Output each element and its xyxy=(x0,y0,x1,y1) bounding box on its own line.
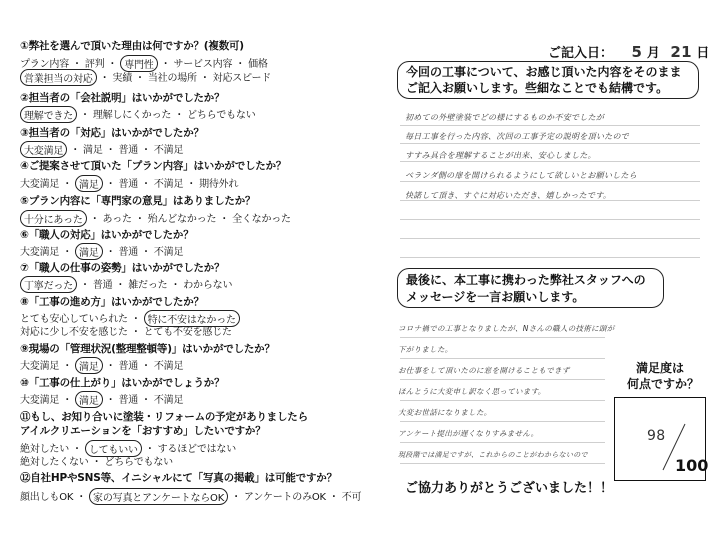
q1-option: 対応スピード xyxy=(212,73,272,84)
q8-title: ⑧「工事の進め方」はいかがでしたか？ xyxy=(20,296,204,308)
q8-answers-row2: 対応に少し不安を感じた ・ とても不安を感じた xyxy=(20,323,232,338)
q1-option-selected: 営業担当の対応 xyxy=(20,69,97,86)
ruled-line xyxy=(400,143,700,144)
ruled-line xyxy=(400,442,605,443)
q9-answers: 大変満足 ・ 満足 ・ 普通 ・ 不満足 xyxy=(20,357,183,374)
q1-option: 評判 xyxy=(84,59,105,70)
ruled-line xyxy=(400,463,605,464)
q10-title: ⑩「工事の仕上がり」はいかがでしょうか？ xyxy=(20,377,225,389)
comment-text-line: 快諾して頂き、すぐに対応いただき、嬉しかったです。 xyxy=(405,191,612,200)
ruled-line xyxy=(400,337,605,338)
q4-option: 不満足 xyxy=(153,179,184,190)
comment-box-title-line2: ご記入お願いします。些細なことでも結構です。 xyxy=(406,81,669,95)
q5-option: 殆んどなかった xyxy=(147,214,217,225)
score-label-line2: 何点ですか？ xyxy=(627,377,700,391)
q1-option: 当社の場所 xyxy=(147,73,197,84)
q7-title: ⑦「職人の仕事の姿勢」はいかがでしたか？ xyxy=(20,262,225,274)
q9-option: 不満足 xyxy=(153,361,184,372)
q6-title: ⑥「職人の対応」はいかがでしたか？ xyxy=(20,229,194,241)
q2-title: ②担当者の「会社説明」はいかがでしたか？ xyxy=(20,92,225,104)
q12-option: 顔出しもOK xyxy=(20,492,74,503)
q11-option-selected: してもいい xyxy=(85,440,142,457)
q5-answers: 十分にあった ・ あった ・ 殆んどなかった ・ 全くなかった xyxy=(20,210,291,227)
q3-option-selected: 大変満足 xyxy=(20,141,67,158)
q12-option: 不可 xyxy=(341,492,362,503)
score-box xyxy=(614,397,709,481)
q8-option: とても安心していられた xyxy=(20,314,128,325)
message-text-line: お仕事をして頂いたのに窓を開けることもできず xyxy=(398,366,570,375)
ruled-line xyxy=(400,257,700,258)
q5-option: あった xyxy=(102,214,132,225)
q2-answers: 理解できた ・ 理解しにくかった ・ どちらでもない xyxy=(20,106,256,123)
q1-option: サービス内容 xyxy=(173,59,233,70)
q4-title: ④ご提案させて頂いた「プラン内容」はいかがでしたか？ xyxy=(20,160,287,172)
q11-answers-row1: 絶対したい ・ してもいい ・ するほどではない xyxy=(20,440,236,457)
q3-option: 不満足 xyxy=(153,145,184,156)
date-label: ご記入日： xyxy=(548,46,614,61)
q11-option: どちらでもない xyxy=(104,457,173,468)
q6-option: 不満足 xyxy=(153,247,184,258)
q6-option: 大変満足 xyxy=(20,247,60,258)
q12-option-selected: 家の写真とアンケートならOK xyxy=(89,488,228,505)
message-text-line: 現段階では満足ですが、これからのことがわからないので xyxy=(398,451,588,459)
q12-option: アンケートのみOK xyxy=(243,492,326,503)
comment-box-title-line1: 今回の工事について、お感じ頂いた内容をそのまま xyxy=(406,65,682,79)
date-day: 21 xyxy=(670,43,692,61)
date-day-unit: 日 xyxy=(696,46,710,61)
ruled-line xyxy=(400,219,700,220)
q4-option: 大変満足 xyxy=(20,179,60,190)
q9-title: ⑨現場の「管理状況(整理整頓等)」はいかがでしたか？ xyxy=(20,343,275,355)
q11-answers-row2: 絶対したくない ・ どちらでもない xyxy=(20,453,173,468)
comment-text-line: すすみ具合を理解することが出来、安心しました。 xyxy=(405,151,596,160)
q11-option: 絶対したくない xyxy=(20,457,89,468)
q4-answers: 大変満足 ・ 満足 ・ 普通 ・ 不満足 ・ 期待外れ xyxy=(20,175,238,192)
q3-answers: 大変満足 ・ 満足 ・ 普通 ・ 不満足 xyxy=(20,141,183,158)
closing-text: ご協力ありがとうございました！！ xyxy=(405,481,614,496)
q12-title: ⑫自社HPやSNS等、イニシャルにて「写真の掲載」は可能ですか？ xyxy=(20,472,337,484)
comment-box-title xyxy=(397,61,699,99)
q11-title: ⑪もし、お知り合いに塗装・リフォームの予定がありましたら xyxy=(20,411,308,423)
q5-option-selected: 十分にあった xyxy=(20,210,87,227)
q1-option: 価格 xyxy=(248,59,268,70)
message-text-line: 下がりました。 xyxy=(398,345,453,354)
q3-option: 満足 xyxy=(83,145,103,156)
message-text-line: 大変お世話になりました。 xyxy=(398,408,492,417)
message-text-line: アンケート提出が遅くなりすみません。 xyxy=(398,429,539,438)
q10-option-selected: 満足 xyxy=(75,391,103,408)
q6-option: 普通 xyxy=(118,247,139,258)
q7-option: 普通 xyxy=(92,280,113,291)
q4-option: 普通 xyxy=(118,179,139,190)
q1-answers-row1: プラン内容 ・ 評判 ・ 専門性 ・ サービス内容 ・ 価格 xyxy=(20,55,268,72)
comment-text-line: 毎日工事を行った内容、次回の工事予定の説明を頂いたので xyxy=(405,132,630,141)
q10-option: 普通 xyxy=(118,395,139,406)
score-max: 100 xyxy=(675,456,709,475)
q7-answers: 丁寧だった ・ 普通 ・ 雑だった ・ わからない xyxy=(20,276,232,293)
q3-title: ③担当者の「対応」はいかがでしたか？ xyxy=(20,127,204,139)
q12-answers: 顔出しもOK ・ 家の写真とアンケートならOK ・ アンケートのみOK ・ 不可 xyxy=(20,488,361,505)
message-text-line: コロナ禍での工事となりましたが、Nさんの職人の技術に頭が xyxy=(398,324,615,333)
q9-option-selected: 満足 xyxy=(75,357,103,374)
ruled-line xyxy=(400,400,605,401)
q7-option-selected: 丁寧だった xyxy=(20,276,77,293)
q9-option: 普通 xyxy=(118,361,139,372)
q10-option: 不満足 xyxy=(153,395,184,406)
date-month: 5 xyxy=(631,43,643,61)
ruled-line xyxy=(400,379,605,380)
comment-text-line: ベランダ側の扉を開けられるようにして欲しいとお願いしたら xyxy=(405,171,638,180)
q9-option: 大変満足 xyxy=(20,361,60,372)
message-box-title xyxy=(397,268,664,308)
q8-option: 対応に少し不安を感じた xyxy=(20,327,128,338)
q6-option-selected: 満足 xyxy=(75,243,103,260)
q5-title: ⑤プラン内容に「専門家の意見」はありましたか？ xyxy=(20,195,256,207)
message-text-line: ほんとうに大変申し訳なく思っています。 xyxy=(398,387,546,396)
score-value: 98 xyxy=(647,428,666,444)
q4-option-selected: 満足 xyxy=(75,175,103,192)
q5-option: 全くなかった xyxy=(232,214,291,225)
q8-option-selected: 特に不安はなかった xyxy=(144,310,240,327)
q7-option: 雑だった xyxy=(128,280,168,291)
q11-option: 絶対したい xyxy=(20,444,69,455)
q11-option: するほどではない xyxy=(157,444,237,455)
q7-option: わからない xyxy=(183,280,233,291)
score-label-line1: 満足度は xyxy=(636,361,685,375)
q10-option: 大変満足 xyxy=(20,395,60,406)
q1-option: プラン内容 xyxy=(20,59,69,70)
message-box-title-line2: メッセージを一言お願いします。 xyxy=(406,290,585,304)
ruled-line xyxy=(400,125,700,126)
message-box-title-line1: 最後に、本工事に携わった弊社スタッフへの xyxy=(406,273,646,287)
ruled-line xyxy=(400,358,605,359)
q1-title: ①弊社を選んで頂いた理由は何ですか？(複数可) xyxy=(20,40,244,52)
q10-answers: 大変満足 ・ 満足 ・ 普通 ・ 不満足 xyxy=(20,391,183,408)
ruled-line xyxy=(400,421,605,422)
q8-option: とても不安を感じた xyxy=(143,327,232,338)
q4-option: 期待外れ xyxy=(199,179,239,190)
date-field xyxy=(548,42,709,61)
q11-title-line2: アイルクリエーションを「おすすめ」したいですか？ xyxy=(20,425,266,437)
q2-option-selected: 理解できた xyxy=(20,106,77,123)
q2-option: どちらでもない xyxy=(187,110,256,121)
q1-option: 実績 xyxy=(112,73,133,84)
ruled-line xyxy=(400,238,700,239)
comment-text-line: 初めての外壁塗装でどの様にするものか不安でしたが xyxy=(405,113,605,122)
q6-answers: 大変満足 ・ 満足 ・ 普通 ・ 不満足 xyxy=(20,243,183,260)
ruled-line xyxy=(400,181,700,182)
q3-option: 普通 xyxy=(118,145,139,156)
q8-answers-row1: とても安心していられた ・ 特に不安はなかった xyxy=(20,310,240,327)
q1-answers-row2: 営業担当の対応 ・ 実績 ・ 当社の場所 ・ 対応スピード xyxy=(20,69,271,86)
q1-option-selected: 専門性 xyxy=(120,55,157,72)
ruled-line xyxy=(400,161,700,162)
date-month-unit: 月 xyxy=(646,46,660,61)
q2-option: 理解しにくかった xyxy=(92,110,172,121)
